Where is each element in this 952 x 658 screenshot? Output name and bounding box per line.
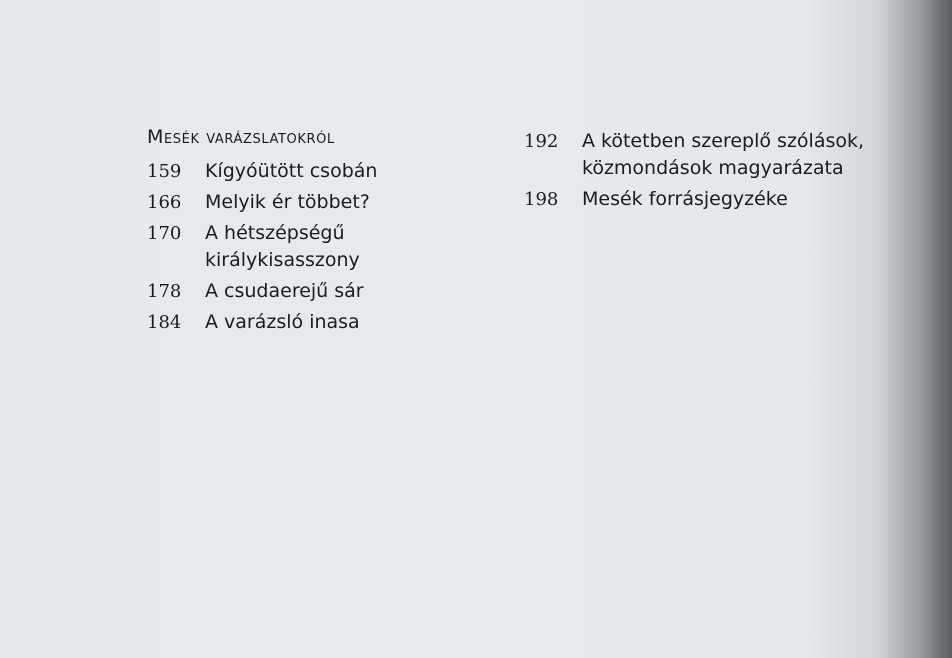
toc-left-column	[147, 124, 477, 340]
toc-page-number: 170	[147, 223, 182, 244]
toc-entry-title: Melyik ér többet?	[205, 191, 370, 213]
toc-entry	[147, 278, 477, 305]
toc-entry-title: A varázsló inasa	[205, 311, 360, 333]
toc-entry-title: Kígyóütött csobán	[205, 160, 378, 182]
toc-entry	[147, 189, 477, 216]
toc-page-number: 184	[147, 312, 182, 333]
toc-entry	[147, 220, 477, 274]
toc-entry	[147, 309, 477, 336]
toc-page-number: 166	[147, 192, 182, 213]
toc-entry-title: A hétszépségű királykisasszony	[205, 222, 360, 271]
toc-entry-title: A kötetben szereplő szólások, közmondások magyarázata	[582, 130, 865, 179]
toc-entry-title: A csudaerejű sár	[205, 280, 364, 302]
toc-entry	[524, 186, 904, 213]
toc-entry	[524, 128, 904, 182]
toc-page-number: 159	[147, 161, 182, 182]
toc-page-number: 198	[524, 189, 559, 210]
toc-entry-title: Mesék forrásjegyzéke	[582, 188, 788, 210]
toc-entry	[147, 158, 477, 185]
toc-page-number: 178	[147, 281, 182, 302]
toc-page-number: 192	[524, 131, 559, 152]
section-title: Mesék varázslatokról	[147, 126, 335, 148]
page-edge-shadow	[882, 0, 952, 658]
toc-right-column	[524, 128, 904, 217]
